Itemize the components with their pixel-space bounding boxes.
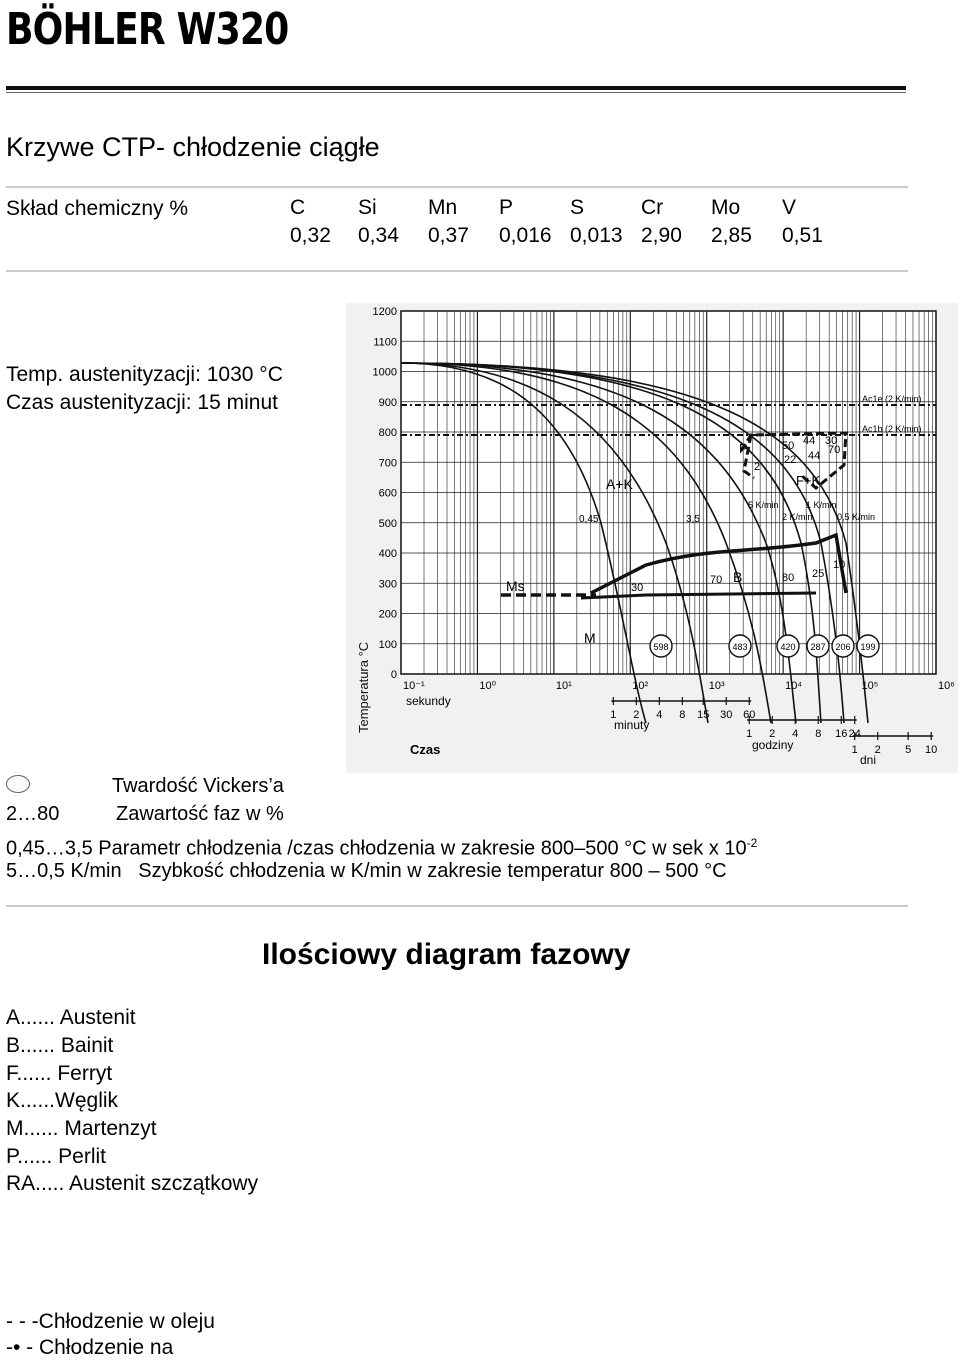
phase-item: F...... Ferryt [6,1062,113,1085]
hardness-value: 199 [860,642,876,652]
austenitization-temp: Temp. austenityzacji: 1030 °C [6,363,283,386]
divider [6,186,908,188]
phase-label: 22 [784,454,797,466]
y-tick-label: 200 [378,608,397,621]
cooling-legend-air: -• - Chłodzenie na [6,1336,174,1359]
phase-item: K......Węglik [6,1089,119,1112]
rate-label: 5 K/min [748,500,779,510]
ac1e-label: Ac1e (2 K/min) [862,394,922,404]
ac1b-label: Ac1b (2 K/min) [862,424,922,434]
phase-label: 25 [812,568,825,580]
phase-item: P...... Perlit [6,1145,106,1168]
x-tick-label: 10⁴ [785,680,803,692]
brand-title: BÖHLER W320 [6,4,289,55]
sub-tick-label: 1 [851,744,858,756]
x-tick-label: 10³ [708,680,725,692]
sub-tick-label: 4 [792,728,799,740]
legend-param-desc: Parametr chłodzenia /czas chłodzenia w zakresie 800–500 °C w sek x 10 [98,837,747,860]
label-ms: Ms [506,578,525,594]
lambda-label: 0,45 [579,514,599,525]
sub-tick-label: 10 [925,744,938,756]
page-title: Krzywe CTP- chłodzenie ciągłe [6,132,380,162]
sub-tick-label: 8 [815,728,822,740]
y-tick-label: 600 [378,487,397,500]
x-tick-label: 10¹ [555,680,572,692]
sub-tick-label: 5 [905,744,912,756]
y-tick-label: 1100 [373,336,397,349]
sub-tick-label: 1 [746,728,753,740]
element-s: S [570,196,585,219]
phase-label: 44 [808,450,821,462]
x-unit-seconds: sekundy [406,694,451,708]
sub-tick-label: 2 [769,728,776,740]
phase-label: 80 [782,572,795,584]
x-axis-label: Czas [410,742,441,757]
label-p: P [739,441,748,456]
rate-label: 2 K/min [782,512,813,522]
y-tick-label: 1000 [372,366,397,379]
x-tick-label: 10⁵ [861,680,879,692]
x-tick-label: 10⁰ [479,680,497,692]
label-m: M [584,630,596,646]
hardness-value: 287 [810,642,826,652]
legend-hardness: Twardość Vickers’a [112,775,284,797]
element-cr: Cr [641,196,664,219]
phase-item: RA..... Austenit szczątkowy [6,1172,259,1195]
element-mn: Mn [428,196,458,219]
cooling-legend-oil: - - -Chłodzenie w oleju [6,1310,215,1333]
sub-tick-label: 24 [848,728,861,740]
phase-label: 2 [754,461,761,473]
phase-label: 70 [710,574,723,586]
x-tick-label: 10² [632,680,649,692]
y-tick-label: 900 [378,396,397,409]
sub-tick-label: 2 [633,709,640,721]
divider [6,270,908,272]
y-tick-label: 700 [378,457,397,470]
y-tick-label: 300 [378,578,397,591]
x-tick-label: 10⁶ [938,680,955,692]
y-tick-label: 1200 [372,306,397,318]
value-s: 0,013 [570,224,623,247]
legend-param-exp: -2 [746,836,758,850]
phase-diagram-title: Ilościowy diagram fazowy [262,938,631,971]
sub-tick-label: 2 [874,744,881,756]
phase-label: 44 [803,435,816,447]
y-tick-label: 100 [378,638,397,651]
y-tick-label: 0 [390,669,397,681]
phase-item: A...... Austenit [6,1006,136,1029]
value-v: 0,51 [782,224,823,247]
legend-rate-range: 5…0,5 K/min [6,860,122,882]
x-unit-days: dni [860,753,877,767]
sub-tick-label: 60 [743,709,756,721]
hardness-value: 598 [653,642,669,652]
label-f-k: F+K [796,473,821,488]
sub-tick-label: 1 [610,709,617,721]
austenitization-time: Czas austenityzacji: 15 minut [6,391,278,414]
sub-tick-label: 4 [656,709,663,721]
hardness-value: 206 [835,642,851,652]
y-axis-label: Temperatura °C [356,641,371,733]
x-unit-minutes: minuty [614,718,650,732]
sub-tick-label: 15 [697,709,710,721]
y-tick-label: 500 [378,517,397,530]
phase-label: 10 [833,559,846,571]
element-c: C [290,196,306,219]
phase-item: M...... Martenzyt [6,1117,157,1140]
hardness-legend-icon [6,775,30,793]
value-si: 0,34 [358,224,399,247]
hardness-value: 420 [780,642,796,652]
element-mo: Mo [711,196,741,219]
sub-tick-label: 30 [720,709,733,721]
value-c: 0,32 [290,224,331,247]
legend-phase-desc: Zawartość faz w % [116,803,284,825]
phase-item: B...... Bainit [6,1034,114,1057]
y-tick-label: 800 [378,427,397,439]
header-divider-thin [6,92,906,93]
label-b: B [733,569,743,585]
hardness-value: 483 [732,642,748,652]
sub-tick-label: 16 [835,728,848,740]
legend-rate-desc: Szybkość chłodzenia w K/min w zakresie temperatur 800 – 500 °C [138,860,727,882]
composition-label: Skład chemiczny % [6,197,189,220]
rate-label: 1 K/min [806,500,837,510]
value-p: 0,016 [499,224,552,247]
legend-param-range: 0,45…3,5 [6,837,93,860]
value-mo: 2,85 [711,224,752,247]
phase-label: 70 [828,444,841,456]
phase-label: 30 [631,582,644,594]
lambda-label: 3,5 [686,514,700,525]
rate-label: 0,5 K/min [837,512,876,522]
cct-chart [346,303,958,773]
value-mn: 0,37 [428,224,469,247]
phase-label: 30 [825,435,838,447]
element-si: Si [358,196,377,219]
x-unit-hours: godziny [752,738,794,752]
divider [6,905,908,907]
value-cr: 2,90 [641,224,682,247]
y-tick-label: 400 [378,548,397,560]
element-v: V [782,196,797,219]
phase-label: 50 [782,440,795,452]
label-a-k: A+K [606,476,633,492]
sub-tick-label: 8 [679,709,686,721]
header-divider [6,86,906,90]
element-p: P [499,196,514,219]
legend-phase-range: 2…80 [6,803,60,825]
x-tick-label: 10⁻¹ [403,680,425,692]
legend-rate [6,857,727,885]
